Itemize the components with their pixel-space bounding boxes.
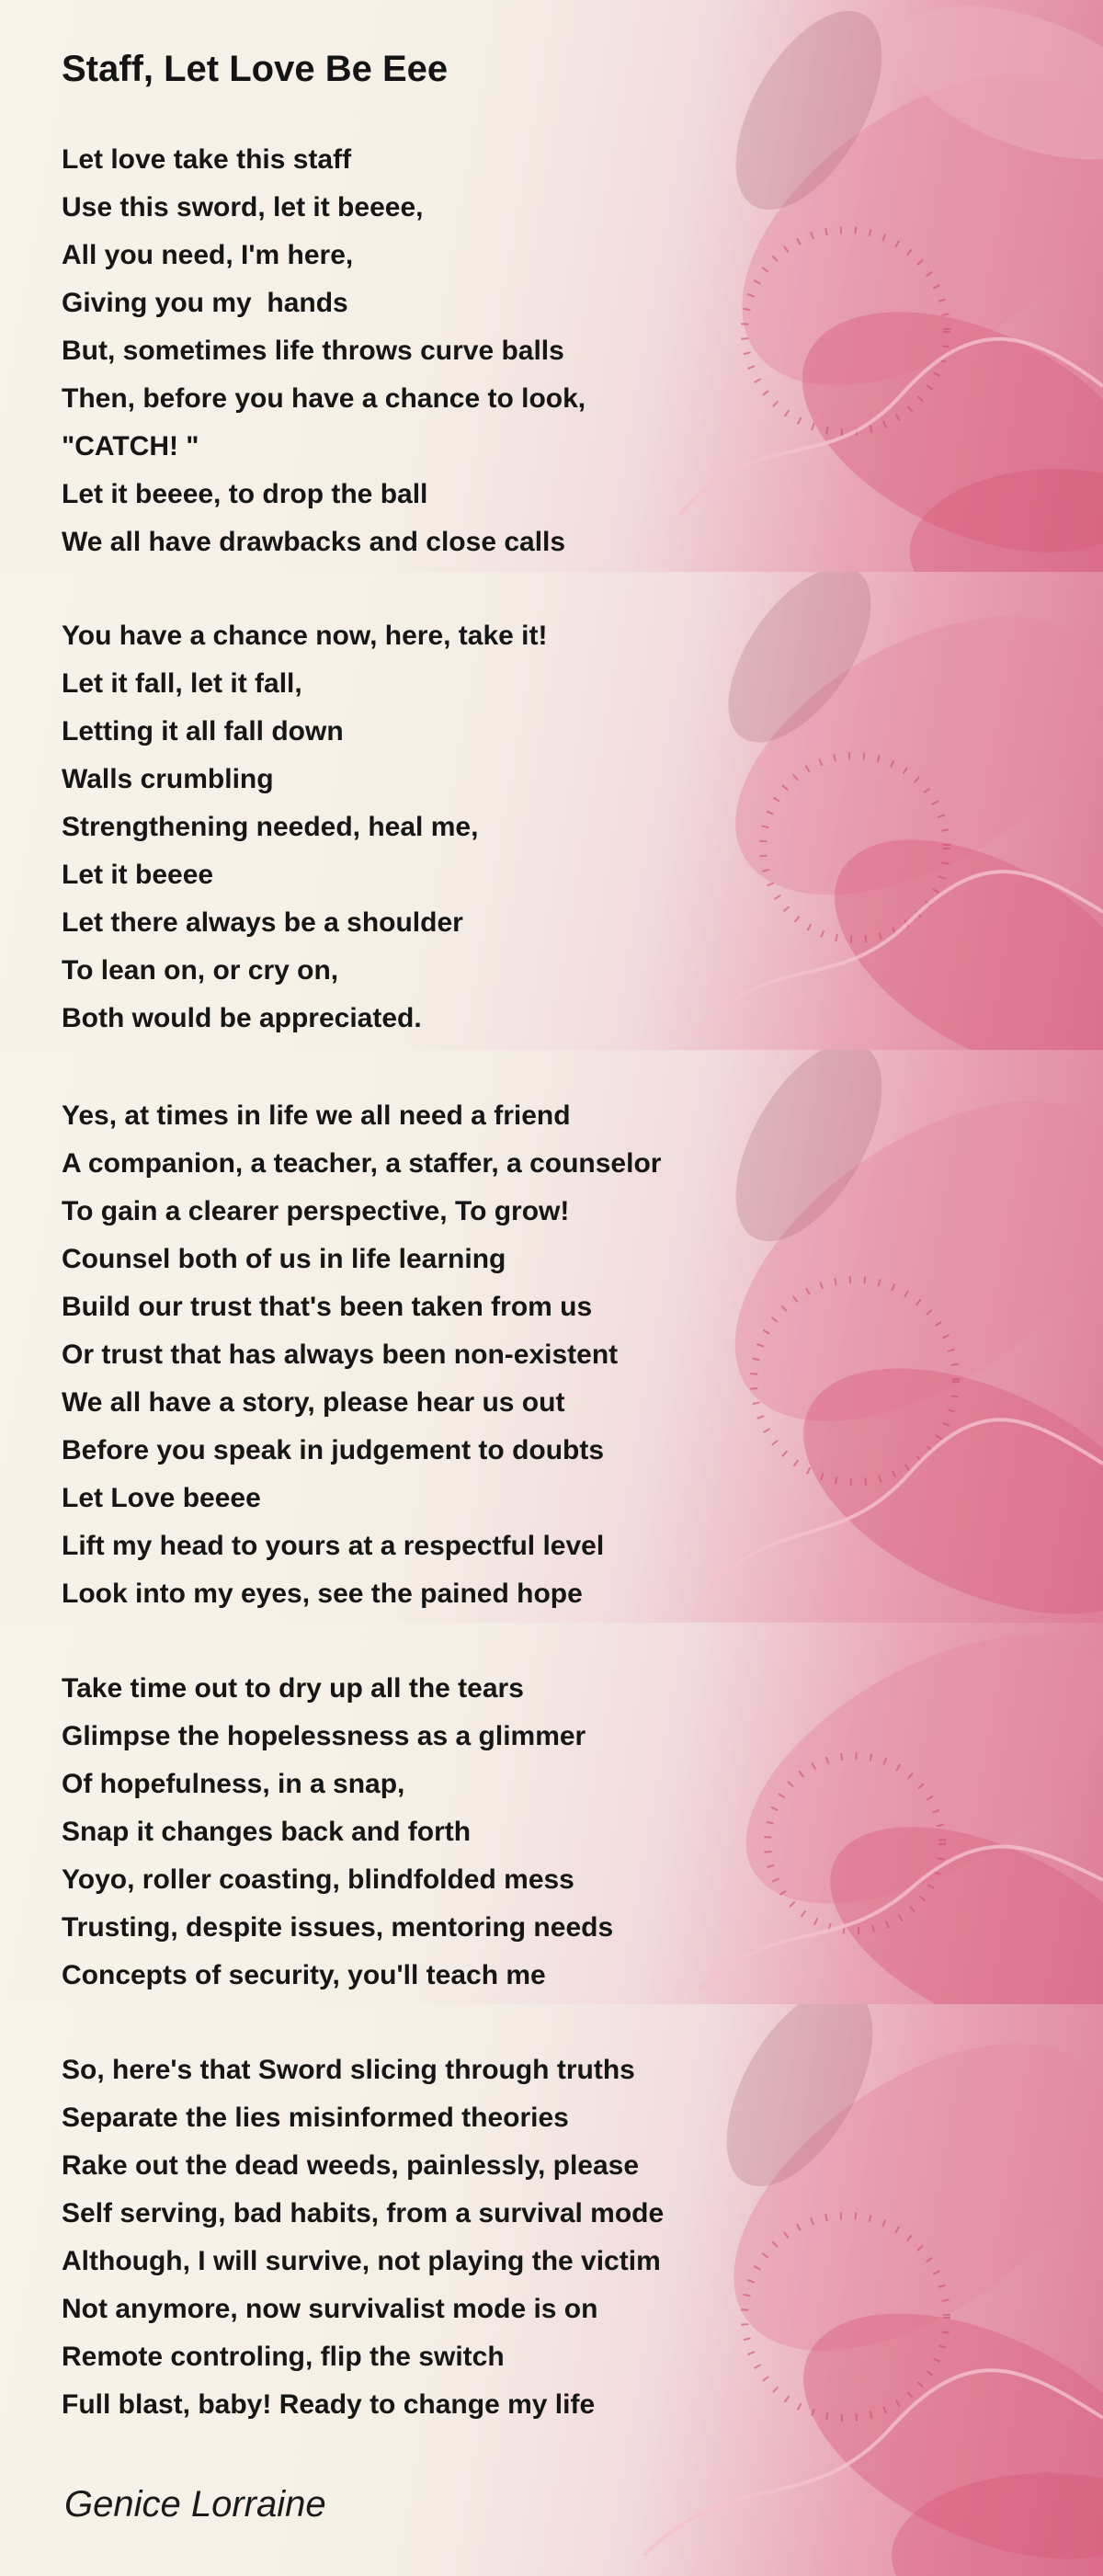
poem-line: Take time out to dry up all the tears bbox=[62, 1673, 524, 1704]
poem-line: Strengthening needed, heal me, bbox=[62, 812, 479, 842]
poem-line: Snap it changes back and forth bbox=[62, 1817, 472, 1847]
poem-line: Both would be appreciated. bbox=[62, 1003, 422, 1033]
poem-line: Trusting, despite issues, mentoring needs bbox=[62, 1912, 614, 1943]
poem-line: Let it be⁠eee, to drop the ball bbox=[62, 479, 428, 509]
poem-line: Look into my eyes, see the pained hope bbox=[62, 1579, 583, 1609]
poem-line: Giving you my ⁠ hands ⁠ bbox=[62, 288, 357, 318]
poem-line: Walls crumbling bbox=[62, 764, 274, 794]
poem-line: Use this sword, let it be⁠eee, bbox=[62, 192, 424, 222]
poem-line: Self serving, bad habits, from a survival mode bbox=[62, 2198, 665, 2228]
poem-line: Build our trust that's been taken from us bbox=[62, 1292, 593, 1322]
poem-line: Let love take this staff bbox=[62, 144, 352, 175]
poem-line: Glimpse the hopelessness as a glimmer bbox=[62, 1721, 586, 1751]
poem-title: Staff, Let Love Be⁠ Eee bbox=[62, 49, 449, 89]
poem-line: To lean on, or cry on, bbox=[62, 955, 339, 986]
poem-line: Of hopefulness, in a snap, bbox=[62, 1769, 405, 1799]
poem-line: Letting it all fall down bbox=[62, 716, 344, 747]
poem-line: Before you speak in judgement to doubts bbox=[62, 1435, 605, 1465]
poem-line: You have a chance now, here, take it! bbox=[62, 621, 548, 651]
background-panel bbox=[0, 0, 1103, 572]
poem-line: "CATCH! " bbox=[62, 431, 199, 462]
poem-line: Let it fall, let it fall, bbox=[62, 668, 302, 699]
poem-line: But, sometimes life throws curve balls bbox=[62, 336, 564, 366]
poem-line: Or trust that has always been non-existent bbox=[62, 1339, 619, 1370]
poem-line: Although, I will survive, not playing the victim bbox=[62, 2246, 661, 2276]
poem-line: Lift my head to yours at a respectful level bbox=[62, 1531, 605, 1561]
poem-line: Let Love be⁠eee bbox=[62, 1483, 261, 1513]
poem-line: Yoyo, roller coasting, blindfolded mess bbox=[62, 1864, 574, 1895]
poem-line: Not anymore, now survivalist mode is on bbox=[62, 2294, 598, 2324]
poem-line: Counsel both of us in life learning bbox=[62, 1244, 506, 1274]
poem-line: A companion, a teacher, a staffer, a counselor bbox=[62, 1148, 662, 1179]
poem-line: Let it be⁠eee bbox=[62, 860, 214, 890]
poem-line: Remote controling, flip the switch bbox=[62, 2342, 505, 2372]
poem-line: We all have a story, please hear us out bbox=[62, 1387, 565, 1418]
poem-line: Rake out the dead weeds, painlessly, please bbox=[62, 2150, 640, 2181]
poem-line: Separate the lies misinformed theories bbox=[62, 2103, 569, 2133]
background-panel bbox=[0, 1050, 1103, 1623]
author-name: Genice Lorraine bbox=[64, 2484, 326, 2525]
poem-line: So, here's that Sword slicing through truths bbox=[62, 2055, 635, 2085]
background-panel bbox=[0, 1623, 1103, 2004]
poem-line: Full blast, baby! Ready to change my life bbox=[62, 2389, 596, 2420]
poem-line: Then, before you have a chance to look, bbox=[62, 383, 586, 414]
poem-line: We all have drawbacks and close calls bbox=[62, 527, 566, 557]
poem-line: Let there always be a shoulder bbox=[62, 907, 463, 938]
poem-line: All you need, I'm here, bbox=[62, 240, 354, 270]
background-panel bbox=[0, 572, 1103, 1050]
poem-line: Yes, at times in life we all need a friend bbox=[62, 1100, 571, 1131]
poem-line: To gain a clearer perspective, To grow! bbox=[62, 1196, 570, 1226]
poem-line: Concepts of security, you'll teach me bbox=[62, 1960, 546, 1990]
